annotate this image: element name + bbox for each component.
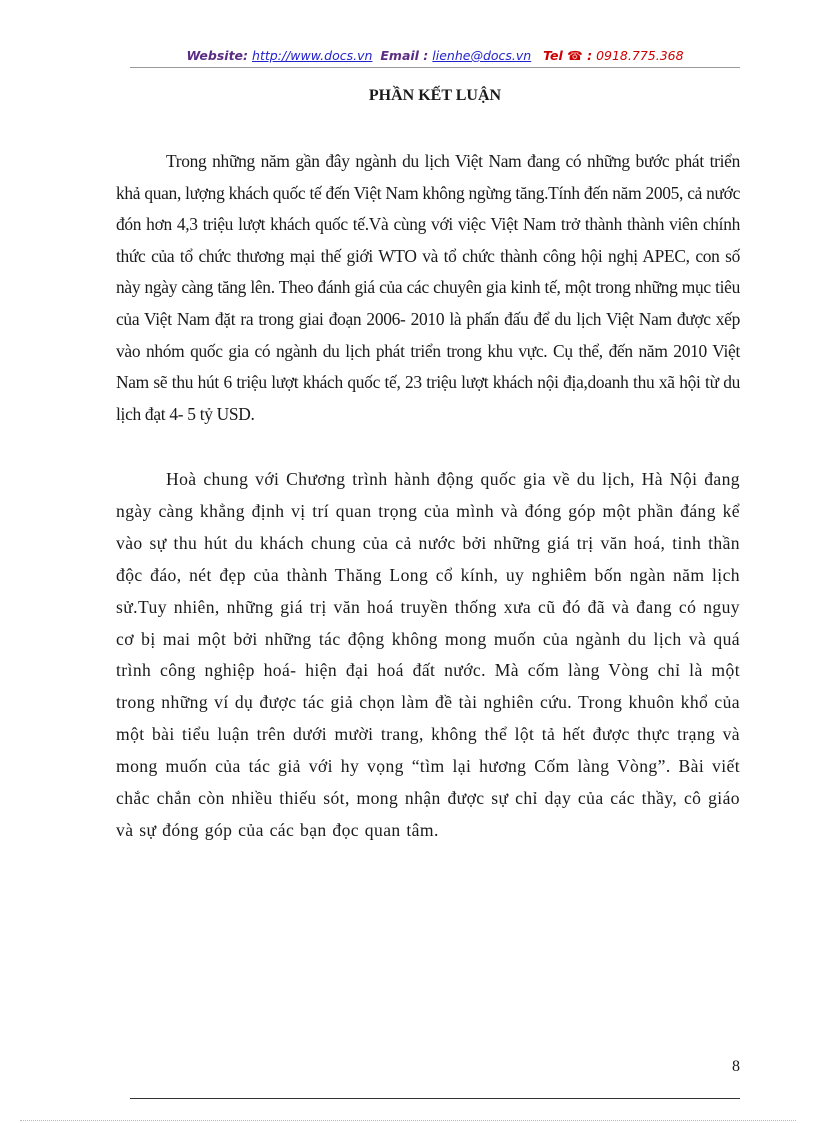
page-header (130, 47, 740, 65)
page-title: PHẦN KẾT LUẬN (368, 87, 502, 104)
footer-divider (130, 1098, 740, 1099)
tel-label: Tel ☎ : (543, 48, 593, 63)
header-divider (130, 67, 740, 68)
paragraph-1: Trong những năm gần đây ngành du lịch Việt Nam đang có những bước phát triển khả quan, lượng khách quốc tế đến Việt Nam không ngừng tăng.Tính đến năm 2005, cả nước đón hơn 4,3 triệu lượt khách quốc tế.Và cùng với việc Việt Nam trở thành thành viên chính thức của tổ chức thương mại thế giới WTO và tổ chức thành công hội nghị APEC, con số này ngày càng tăng lên. Theo đánh giá của các chuyên gia kinh tế, một trong những mục tiêu của Việt Nam đặt ra trong giai đoạn 2006- 2010 là phấn đấu để du lịch Việt Nam được xếp vào nhóm quốc gia có ngành du lịch phát triển trong khu vực. Cụ thể, đến năm 2010 Việt Nam sẽ thu hút 6 triệu lượt khách quốc tế, 23 triệu lượt khách nội địa,doanh thu xã hội từ du lịch đạt 4- 5 tỷ USD. (116, 151, 740, 424)
email-link[interactable]: lienhe@docs.vn (432, 48, 532, 63)
tel-number: 0918.775.368 (596, 48, 684, 63)
website-label: Website: (186, 48, 249, 63)
paragraph-2: Hoà chung với Chương trình hành động quốc gia về du lịch, Hà Nội đang ngày càng khẳng định vị trí quan trọng của mình và đóng góp một phần đáng kể vào sự thu hút du khách chung của cả nước bởi những giá trị văn hoá, tinh thần độc đáo, nét đẹp của thành Thăng Long cổ kính, uy nghiêm bốn ngàn năm lịch sử.Tuy nhiên, những giá trị văn hoá truyền thống xưa cũ đó đã và đang có nguy cơ bị mai một bởi những tác động không mong muốn của ngành du lịch và quá trình công nghiệp hoá- hiện đại hoá đất nước. Mà cốm làng Vòng chỉ là một trong những ví dụ được tác giả chọn làm đề tài nghiên cứu. Trong khuôn khổ của một bài tiểu luận trên dưới mười trang, không thể lột tả hết được thực trạng và mong muốn của tác giả với hy vọng “tìm lại hương Cốm làng Vòng”. Bài viết chắc chắn còn nhiều thiếu sót, mong nhận được sự chỉ dạy của các thầy, cô giáo và sự đóng góp của các bạn đọc quan tâm. (116, 469, 740, 840)
website-link[interactable]: http://www.docs.vn (252, 48, 373, 63)
page-bottom-border (20, 1120, 796, 1121)
page-number: 8 (732, 1058, 740, 1075)
email-label: Email : (380, 48, 429, 63)
